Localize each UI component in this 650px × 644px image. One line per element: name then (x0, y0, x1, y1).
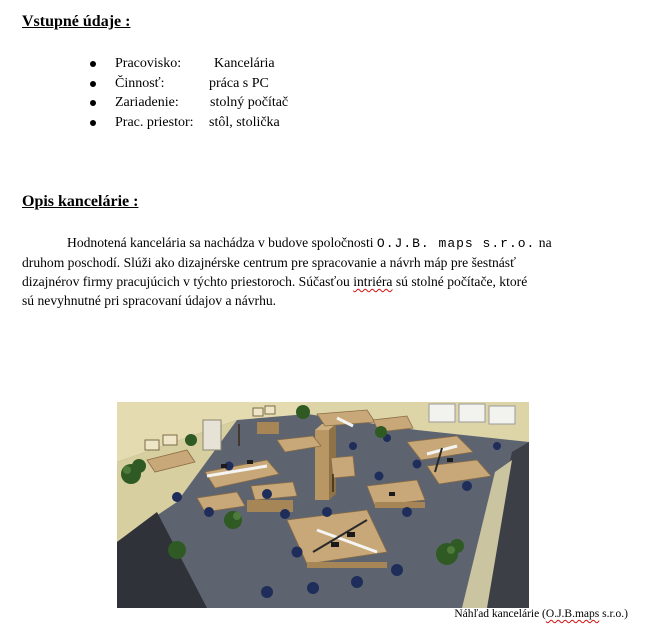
item-value: práca s PC (209, 75, 269, 91)
paragraph-line (22, 233, 632, 253)
text-run: na (538, 235, 552, 250)
item-label: Prac. priestor: (115, 114, 194, 130)
bullet-icon (90, 120, 96, 126)
text-run: dizajnérov firmy pracujúcich v týchto priestoroch. Súčasťou (22, 274, 350, 289)
text-run: sú stolné počítače, ktoré (395, 274, 528, 289)
paragraph-line: druhom poschodí. Slúži ako dizajnérske centrum pre spracovanie a návrh máp pre šestnásť (22, 255, 516, 270)
caption-text: Náhľad kancelárie ( (454, 608, 546, 620)
text-run: Hodnotená kancelária sa nachádza v budove spoločnosti (67, 235, 374, 250)
item-label: Zariadenie: (115, 95, 179, 110)
figure-caption (454, 608, 628, 620)
office-render-image (117, 402, 529, 608)
description-paragraph (22, 233, 632, 310)
bullet-icon (90, 61, 96, 67)
section-heading-inputs: Vstupné údaje : (22, 13, 131, 30)
section-heading-description: Opis kancelárie : (22, 193, 139, 210)
item-label: Činnosť: (115, 75, 165, 91)
item-label: Pracovisko: (115, 56, 182, 71)
item-value: stôl, stolička (209, 114, 280, 130)
paragraph-line: sú nevyhnutné pri spracovaní údajov a návrhu. (22, 293, 277, 308)
caption-company: O.J.B.maps (545, 608, 600, 620)
bullet-icon (90, 81, 96, 87)
spellcheck-word: intriéra (353, 274, 393, 289)
paragraph-line (22, 272, 632, 291)
company-name: O.J.B. maps s.r.o. (376, 236, 536, 251)
item-value: Kancelária (214, 56, 275, 71)
item-value: stolný počítač (210, 95, 289, 110)
bullet-icon (90, 100, 96, 106)
caption-text: s.r.o.) (602, 608, 628, 620)
